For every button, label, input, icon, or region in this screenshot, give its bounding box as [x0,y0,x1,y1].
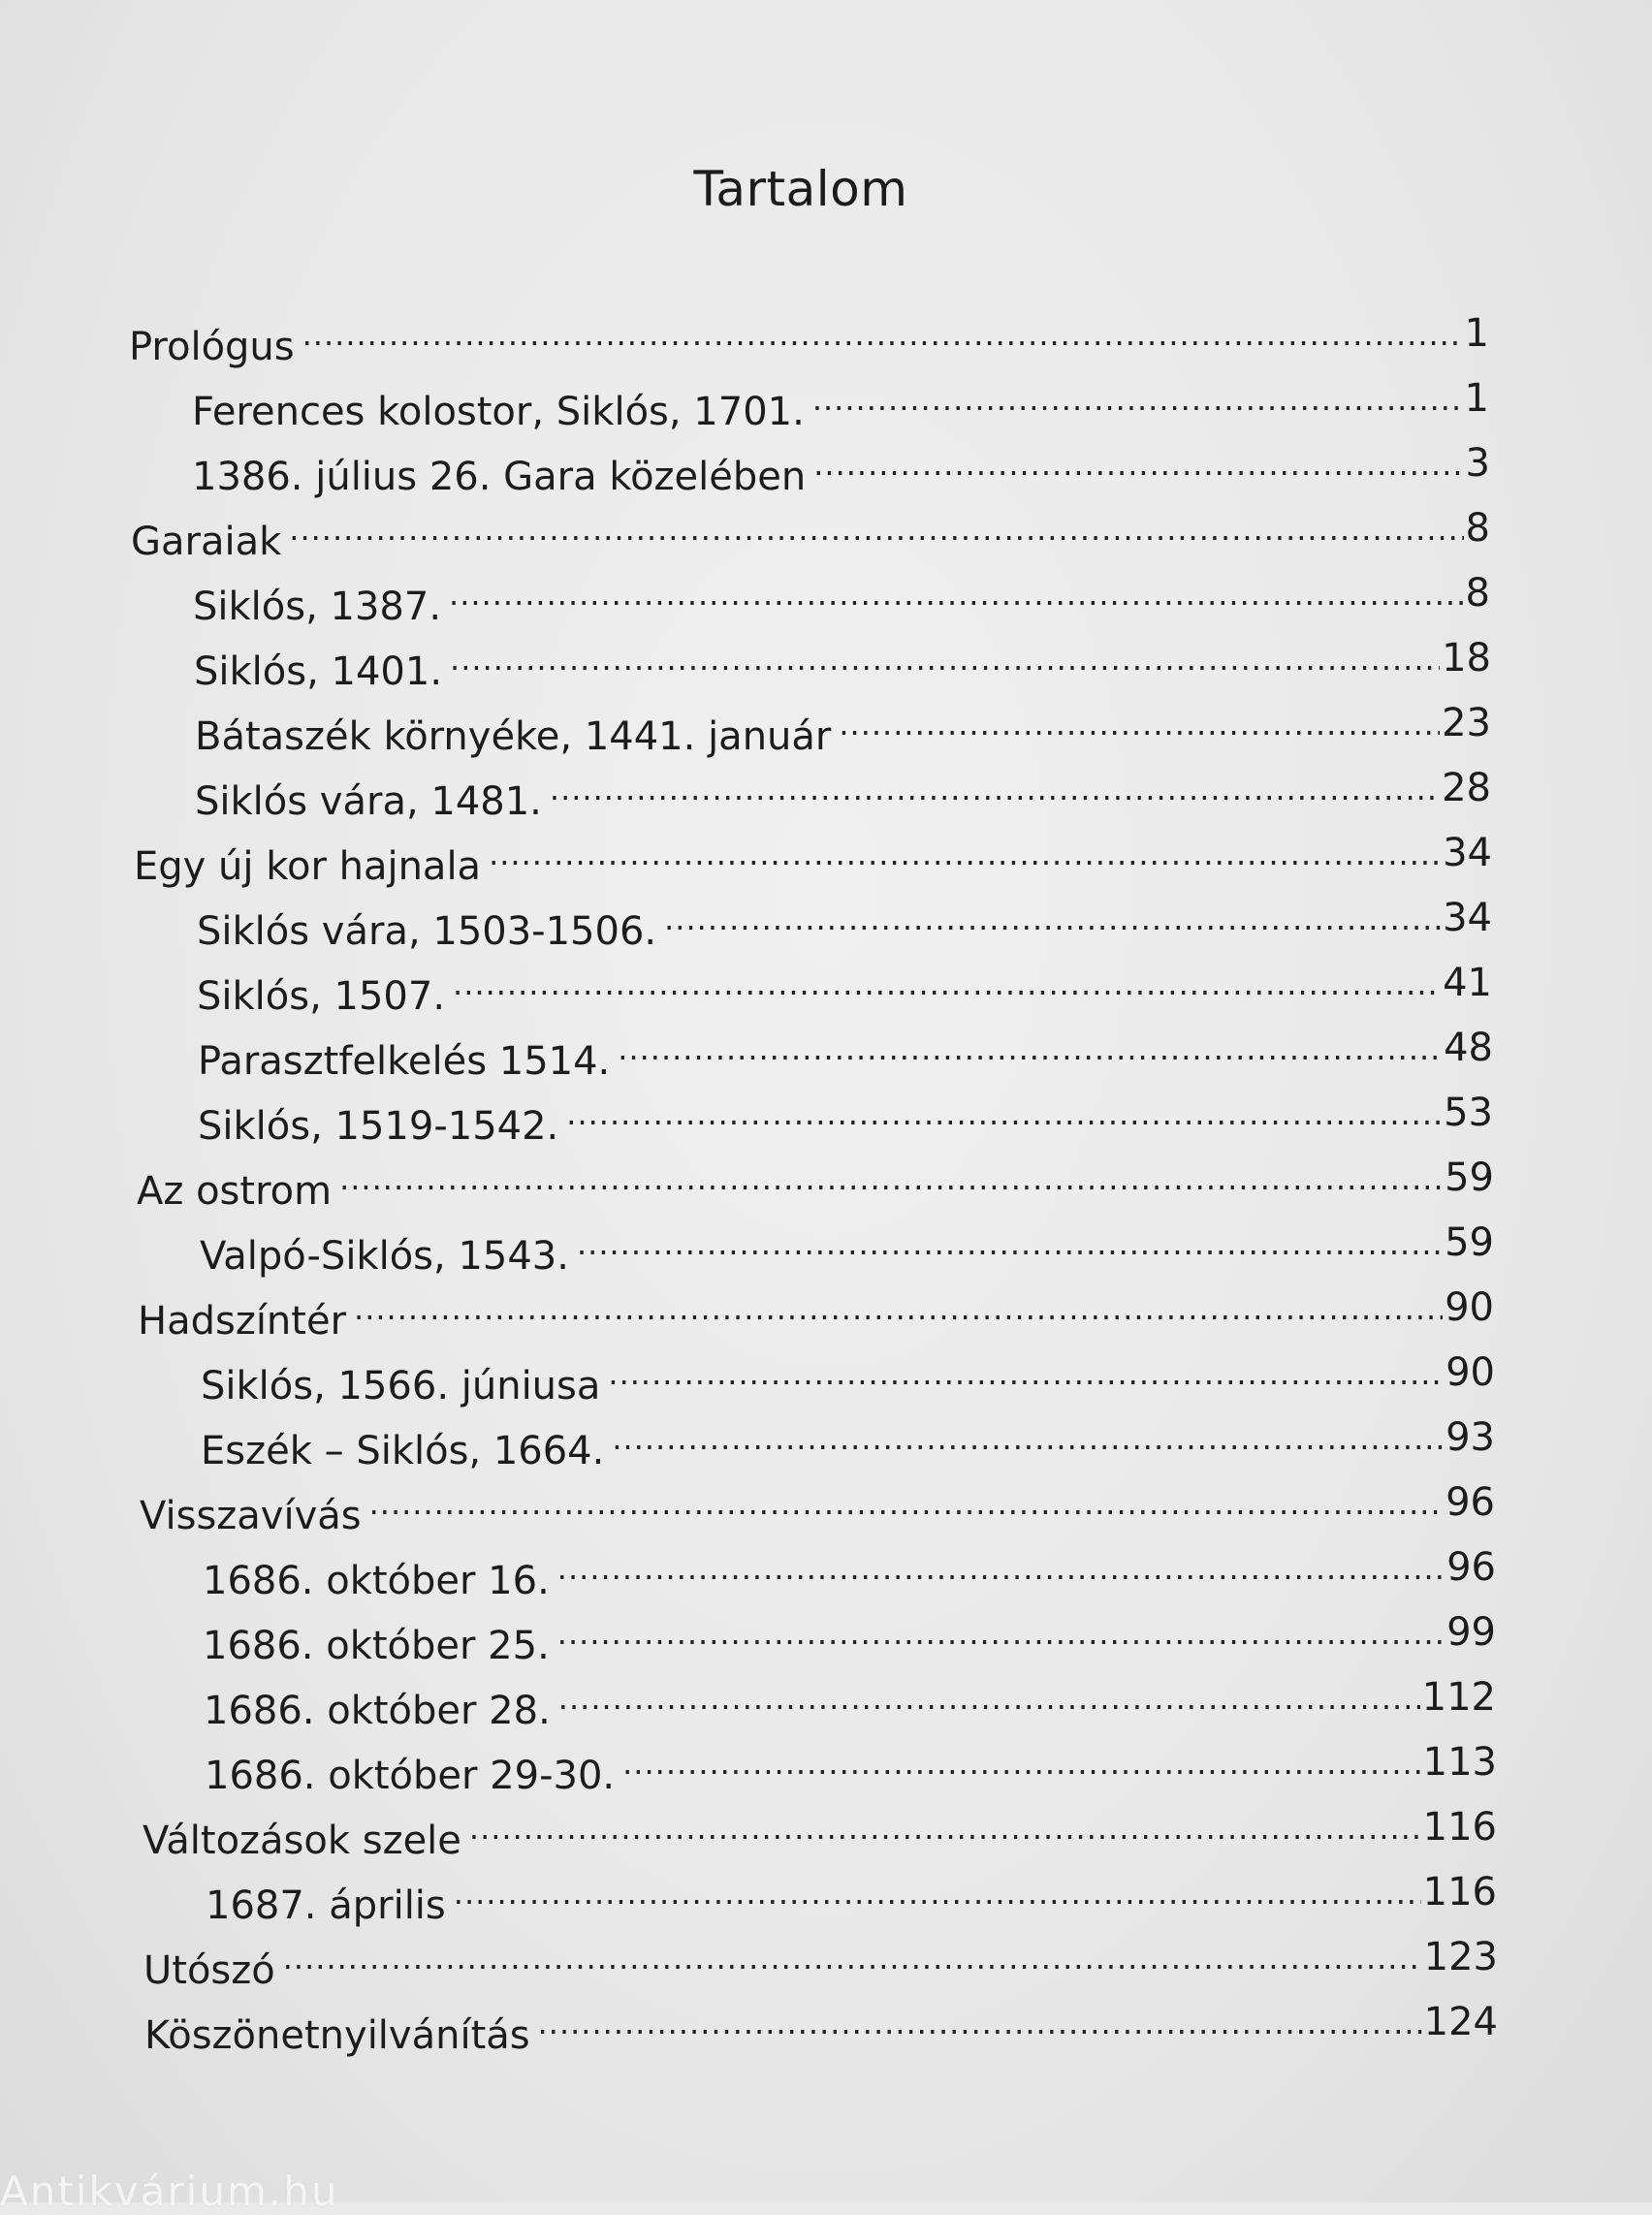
dot-leader [469,1788,1421,1853]
dot-leader [453,944,1441,1009]
toc-entry-title: Siklós vára, 1481. [195,779,542,824]
toc-entry-page-number: 116 [1422,1870,1497,1914]
toc-entry-title: Garaiak [131,520,282,564]
toc-entry-title: 1686. október 25. [203,1624,550,1668]
toc-entry-page-number: 8 [1465,571,1490,616]
toc-entry-page-number: 34 [1443,896,1492,940]
table-of-contents [0,295,1652,2058]
toc-entry [0,425,1652,499]
toc-entry-title: Siklós, 1566. júniusa [201,1364,601,1408]
toc-entry [0,1983,1652,2058]
toc-entry-title: 1686. október 28. [204,1689,551,1733]
toc-entry-title: Valpó-Siklós, 1543. [200,1234,569,1279]
dot-leader [813,425,1463,490]
dot-leader [812,360,1463,425]
toc-entry [0,944,1652,1019]
dot-leader [557,1594,1445,1659]
dot-leader [369,1464,1445,1529]
dot-leader [283,1918,1422,1983]
toc-entry [0,1788,1652,1863]
toc-entry [0,1139,1652,1214]
toc-entry [0,554,1652,629]
toc-entry-page-number: 23 [1442,701,1491,745]
toc-entry-page-number: 28 [1442,766,1491,810]
dot-leader [566,1074,1442,1139]
dot-leader [450,619,1440,684]
toc-entry [0,1918,1652,1993]
toc-entry-title: Siklós vára, 1503-1506. [197,909,657,954]
toc-entry-title: Bátaszék környéke, 1441. január [195,714,832,759]
toc-entry-title: Siklós, 1387. [193,585,442,629]
toc-entry [0,1334,1652,1408]
toc-entry-title: Egy új kor hajnala [134,844,482,889]
dot-leader [449,554,1464,619]
toc-entry [0,1009,1652,1084]
toc-entry-page-number: 113 [1422,1740,1497,1785]
dot-leader [454,1853,1421,1918]
toc-entry [0,1269,1652,1344]
toc-entry-page-number: 18 [1442,636,1491,680]
toc-entry-title: Az ostrom [137,1169,333,1214]
toc-entry-title: Visszavívás [140,1494,362,1538]
toc-entry-page-number: 8 [1465,506,1490,551]
toc-entry-title: 1686. október 16. [203,1559,550,1603]
toc-entry-title: 1687. április [206,1883,446,1928]
toc-entry-page-number: 53 [1444,1091,1493,1135]
toc-entry-page-number: 116 [1422,1805,1497,1850]
dot-leader [302,295,1463,360]
toc-entry-page-number: 93 [1446,1415,1495,1460]
toc-entry [0,1853,1652,1928]
toc-entry-page-number: 99 [1446,1610,1496,1655]
toc-entry-title: 1686. október 29-30. [205,1754,616,1798]
toc-entry-page-number: 34 [1443,831,1492,875]
toc-entry-page-number: 112 [1421,1675,1496,1720]
toc-entry-title: Eszék – Siklós, 1664. [201,1429,605,1473]
toc-entry [0,1074,1652,1149]
toc-entry-title: Parasztfelkelés 1514. [198,1039,611,1084]
dot-leader [618,1009,1442,1074]
toc-entry [0,619,1652,694]
toc-entry-title: Siklós, 1401. [194,649,443,694]
toc-entry-page-number: 1 [1464,311,1489,356]
dot-leader [354,1269,1443,1334]
toc-entry [0,1724,1652,1798]
toc-entry-page-number: 1 [1464,376,1489,421]
toc-entry [0,879,1652,954]
toc-entry [0,360,1652,434]
toc-entry-title: Változások szele [143,1819,461,1863]
toc-entry [0,295,1652,369]
toc-entry-title: 1386. július 26. Gara közelében [192,455,807,499]
toc-entry [0,684,1652,759]
dot-leader [558,1659,1420,1724]
dot-leader [839,684,1440,749]
toc-entry-page-number: 90 [1445,1285,1494,1330]
toc-entry-title: Siklós, 1507. [197,974,446,1019]
dot-leader [612,1399,1444,1464]
toc-entry-title: Utószó [143,1948,275,1993]
dot-leader [550,749,1440,814]
toc-entry [0,1659,1652,1733]
toc-entry-page-number: 3 [1465,441,1490,486]
toc-entry-page-number: 123 [1423,1935,1498,1979]
toc-entry [0,749,1652,824]
toc-entry-title: Köszönetnyilvánítás [144,2013,530,2058]
dot-leader [489,814,1441,879]
toc-entry [0,490,1652,564]
toc-entry-page-number: 124 [1423,2000,1498,2044]
toc-entry [0,1399,1652,1473]
watermark: Antikvárium.hu [0,2168,339,2215]
toc-entry [0,814,1652,889]
dot-leader [339,1139,1443,1204]
toc-entry-page-number: 48 [1444,1026,1493,1070]
toc-entry [0,1529,1652,1603]
dot-leader [557,1529,1445,1594]
dot-leader [577,1204,1443,1269]
dot-leader [664,879,1441,944]
toc-entry [0,1464,1652,1538]
toc-entry-page-number: 96 [1446,1480,1495,1525]
page-title: Tartalom [693,160,908,217]
dot-leader [538,1983,1422,2048]
dot-leader [622,1724,1421,1788]
toc-entry-page-number: 90 [1446,1350,1495,1395]
toc-entry-title: Siklós, 1519-1542. [198,1104,559,1149]
toc-entry-title: Prológus [129,325,295,369]
dot-leader [289,490,1463,554]
toc-entry-title: Ferences kolostor, Siklós, 1701. [192,390,805,434]
toc-entry-page-number: 59 [1445,1155,1494,1200]
toc-entry-title: Hadszíntér [138,1299,347,1344]
toc-entry-page-number: 59 [1445,1220,1494,1265]
dot-leader [608,1334,1444,1399]
toc-entry [0,1594,1652,1668]
toc-entry-page-number: 96 [1446,1545,1496,1590]
toc-entry-page-number: 41 [1443,961,1492,1005]
toc-entry [0,1204,1652,1279]
